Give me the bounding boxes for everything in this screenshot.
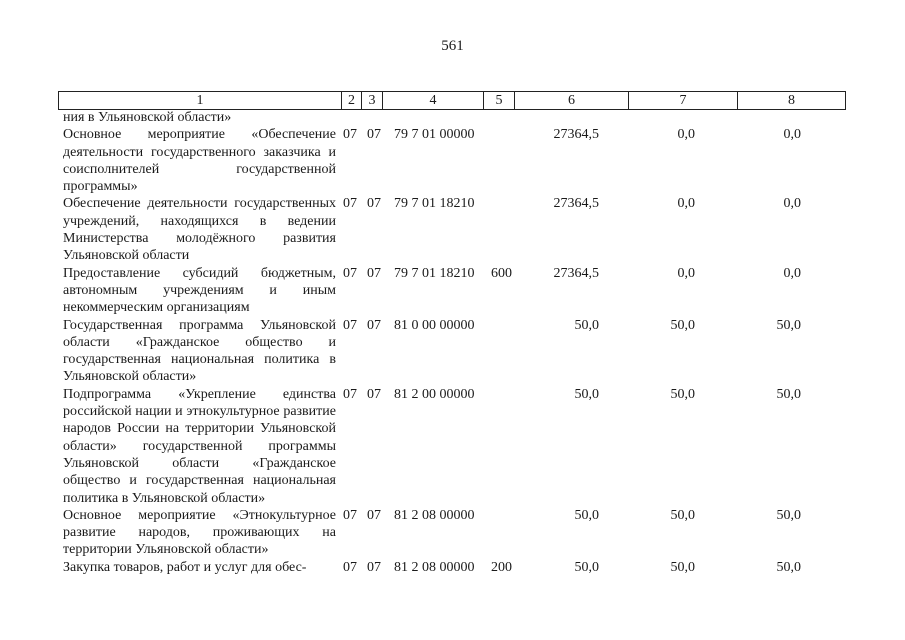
row-target-code: 79 7 01 18210 (394, 265, 475, 281)
row-section: 07 (343, 127, 357, 143)
table-row (0, 317, 905, 386)
column-header-6: 6 (515, 92, 629, 110)
table-row (0, 109, 905, 126)
row-section: 07 (343, 317, 357, 333)
row-subsection: 07 (367, 265, 381, 281)
column-header-4: 4 (383, 92, 484, 110)
row-name: Государственная программа Ульяновской области «Гражданское общество и государственная национальная политика в Ульяновской области» (63, 317, 336, 385)
row-amount-col8: 0,0 (783, 196, 801, 212)
row-amount-col6: 50,0 (574, 507, 599, 523)
row-target-code: 81 2 08 00000 (394, 559, 475, 575)
row-subsection: 07 (367, 386, 381, 402)
row-amount-col6: 27364,5 (553, 127, 599, 143)
table-row (0, 386, 905, 507)
column-header-row (59, 92, 846, 110)
row-amount-col8: 0,0 (783, 265, 801, 281)
column-header-5: 5 (484, 92, 515, 110)
row-amount-col8: 50,0 (776, 507, 801, 523)
row-amount-col7: 0,0 (677, 127, 695, 143)
row-name: Обеспечение деятельности государственных учреждений, находящихся в ведении Министерства молодёжного развития Ульяновской области (63, 196, 336, 264)
row-subsection: 07 (367, 196, 381, 212)
row-target-code: 79 7 01 18210 (394, 196, 475, 212)
row-section: 07 (343, 265, 357, 281)
row-amount-col7: 0,0 (677, 196, 695, 212)
row-target-code: 81 0 00 00000 (394, 317, 475, 333)
row-amount-col6: 27364,5 (553, 196, 599, 212)
row-subsection: 07 (367, 559, 381, 575)
row-section: 07 (343, 386, 357, 402)
column-header-table (58, 91, 846, 110)
row-amount-col7: 50,0 (670, 386, 695, 402)
row-name: Предоставление субсидий бюджетным, автономным учреждениям и иным некоммерческим организациям (63, 265, 336, 316)
row-amount-col7: 0,0 (677, 265, 695, 281)
column-header-8: 8 (738, 92, 846, 110)
page-number: 561 (441, 38, 464, 54)
row-amount-col8: 50,0 (776, 317, 801, 333)
column-header-3: 3 (362, 92, 383, 110)
row-amount-col6: 50,0 (574, 559, 599, 575)
row-expense-type: 600 (491, 265, 512, 281)
row-name: Основное мероприятие «Обеспечение деятельности государственного заказчика и соисполнителей государственной программы» (63, 127, 336, 195)
row-expense-type: 200 (491, 559, 512, 575)
column-header-2: 2 (342, 92, 362, 110)
row-name: Закупка товаров, работ и услуг для обес- (63, 559, 307, 575)
row-name: Основное мероприятие «Этнокультурное развитие народов, проживающих на территории Ульяновской области» (63, 507, 336, 558)
row-name: Подпрограмма «Укрепление единства российской нации и этнокультурное развитие народов России на территории Ульяновской области» государственной программы Ульяновской области «Гражданское общество и государственная национальная политика в Ульяновской области» (63, 386, 336, 506)
row-target-code: 81 2 08 00000 (394, 507, 475, 523)
row-section: 07 (343, 507, 357, 523)
row-amount-col8: 50,0 (776, 386, 801, 402)
row-amount-col6: 50,0 (574, 317, 599, 333)
table-row (0, 126, 905, 195)
row-subsection: 07 (367, 507, 381, 523)
row-amount-col7: 50,0 (670, 317, 695, 333)
row-section: 07 (343, 559, 357, 575)
row-amount-col7: 50,0 (670, 559, 695, 575)
column-header-7: 7 (629, 92, 738, 110)
table-row (0, 559, 905, 576)
row-target-code: 81 2 00 00000 (394, 386, 475, 402)
row-amount-col6: 50,0 (574, 386, 599, 402)
table-row (0, 507, 905, 559)
row-amount-col8: 0,0 (783, 127, 801, 143)
row-subsection: 07 (367, 127, 381, 143)
row-amount-col7: 50,0 (670, 507, 695, 523)
row-section: 07 (343, 196, 357, 212)
row-subsection: 07 (367, 317, 381, 333)
table-row (0, 265, 905, 317)
budget-table-body (0, 109, 905, 576)
row-amount-col8: 50,0 (776, 559, 801, 575)
column-header-1: 1 (59, 92, 342, 110)
row-name: ния в Ульяновской области» (63, 110, 232, 125)
row-target-code: 79 7 01 00000 (394, 127, 475, 143)
table-row (0, 195, 905, 264)
row-amount-col6: 27364,5 (553, 265, 599, 281)
